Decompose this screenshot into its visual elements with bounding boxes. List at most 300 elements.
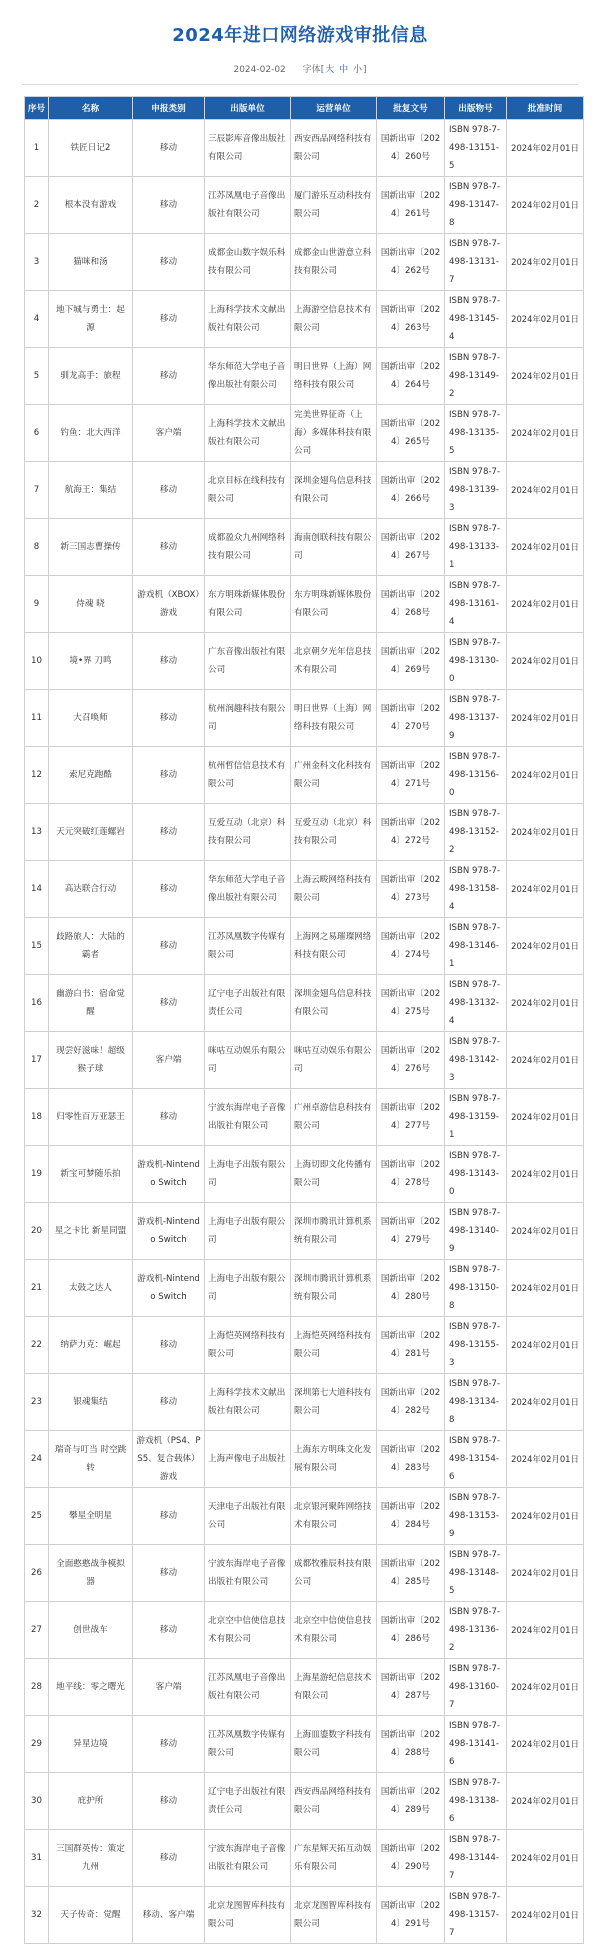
cell-game-name: 异星边境 (49, 1716, 133, 1773)
table-row (25, 975, 584, 1032)
cell-operator: 上海云畯网络科技有限公司 (291, 861, 377, 918)
cell-operator: 广州金科文化科技有限公司 (291, 747, 377, 804)
cell-publisher: 江苏凤凰数字传媒有限公司 (205, 918, 291, 975)
cell-publisher: 上海科学技术文献出版社有限公司 (205, 405, 291, 462)
cell-publisher: 上海科学技术文献出版社有限公司 (205, 1374, 291, 1431)
cell-approval-number: 国新出审〔2024〕266号 (377, 462, 445, 519)
cell-approval-number: 国新出审〔2024〕269号 (377, 633, 445, 690)
font-size-large-link[interactable]: 大 (325, 65, 335, 75)
cell-approval-date: 2024年02月01日 (507, 1773, 584, 1830)
page-title: 2024年进口网络游戏审批信息 (172, 25, 428, 46)
cell-approval-number: 国新出审〔2024〕265号 (377, 405, 445, 462)
cell-operator: 互爱互动（北京）科技有限公司 (291, 804, 377, 861)
table-row (25, 633, 584, 690)
cell-operator: 明日世界（上海）网络科技有限公司 (291, 690, 377, 747)
cell-publisher: 华东师范大学电子音像出版社有限公司 (205, 861, 291, 918)
cell-approval-number: 国新出审〔2024〕291号 (377, 1887, 445, 1944)
cell-approval-date: 2024年02月01日 (507, 1203, 584, 1260)
header-cell: 申报类别 (133, 97, 205, 120)
cell-number: 5 (25, 348, 49, 405)
cell-game-name: 新三国志曹操传 (49, 519, 133, 576)
cell-game-name: 纳萨力克：崛起 (49, 1317, 133, 1374)
cell-operator: 完美世界征奇（上海）多媒体科技有限公司 (291, 405, 377, 462)
cell-publisher: 上海科学技术文献出版社有限公司 (205, 291, 291, 348)
cell-category: 移动 (133, 1374, 205, 1431)
cell-approval-number: 国新出审〔2024〕280号 (377, 1260, 445, 1317)
cell-number: 24 (25, 1431, 49, 1488)
font-size-medium-link[interactable]: 中 (339, 65, 349, 75)
table-row (25, 405, 584, 462)
cell-approval-number: 国新出审〔2024〕260号 (377, 120, 445, 177)
table-row (25, 1887, 584, 1944)
table-row (25, 804, 584, 861)
cell-approval-number: 国新出审〔2024〕282号 (377, 1374, 445, 1431)
cell-game-name: 索尼克跑酷 (49, 747, 133, 804)
cell-isbn: ISBN 978-7-498-13134-8 (445, 1374, 507, 1431)
table-row (25, 1659, 584, 1716)
cell-category: 移动 (133, 120, 205, 177)
cell-operator: 深圳第七大道科技有限公司 (291, 1374, 377, 1431)
cell-approval-date: 2024年02月01日 (507, 861, 584, 918)
cell-operator: 厦门游乐互动科技有限公司 (291, 177, 377, 234)
divider (22, 84, 578, 85)
cell-publisher: 华东师范大学电子音像出版社有限公司 (205, 348, 291, 405)
cell-publisher: 互爱互动（北京）科技有限公司 (205, 804, 291, 861)
cell-approval-number: 国新出审〔2024〕284号 (377, 1488, 445, 1545)
cell-approval-date: 2024年02月01日 (507, 177, 584, 234)
cell-number: 30 (25, 1773, 49, 1830)
cell-operator: 北京银河聚阵网络技术有限公司 (291, 1488, 377, 1545)
cell-category: 移动 (133, 918, 205, 975)
cell-game-name: 铁匠日记2 (49, 120, 133, 177)
header-cell: 批复文号 (377, 97, 445, 120)
cell-approval-number: 国新出审〔2024〕268号 (377, 576, 445, 633)
cell-approval-date: 2024年02月01日 (507, 690, 584, 747)
font-bracket-open: [ (320, 65, 325, 75)
cell-game-name: 现尝好滋味！超级猴子球 (49, 1032, 133, 1089)
cell-category: 移动 (133, 348, 205, 405)
cell-category: 移动 (133, 1602, 205, 1659)
cell-category: 移动 (133, 1317, 205, 1374)
cell-publisher: 上海电子出版有限公司 (205, 1203, 291, 1260)
cell-isbn: ISBN 978-7-498-13145-4 (445, 291, 507, 348)
cell-publisher: 东方明珠新媒体股份有限公司 (205, 576, 291, 633)
table-row (25, 348, 584, 405)
cell-publisher: 江苏凤凰电子音像出版社有限公司 (205, 1659, 291, 1716)
cell-category: 移动 (133, 177, 205, 234)
cell-number: 20 (25, 1203, 49, 1260)
cell-approval-date: 2024年02月01日 (507, 975, 584, 1032)
header-cell: 序号 (25, 97, 49, 120)
cell-publisher: 成都盈众九州网络科技有限公司 (205, 519, 291, 576)
table-row (25, 120, 584, 177)
cell-game-name: 地下城与勇士：起源 (49, 291, 133, 348)
font-bracket-close: ] (363, 65, 367, 75)
cell-isbn: ISBN 978-7-498-13155-3 (445, 1317, 507, 1374)
cell-isbn: ISBN 978-7-498-13142-3 (445, 1032, 507, 1089)
cell-number: 6 (25, 405, 49, 462)
cell-number: 22 (25, 1317, 49, 1374)
cell-approval-date: 2024年02月01日 (507, 234, 584, 291)
cell-operator: 上海东方明珠文化发展有限公司 (291, 1431, 377, 1488)
cell-game-name: 瑞奇与叮当 时空跳转 (49, 1431, 133, 1488)
cell-approval-number: 国新出审〔2024〕279号 (377, 1203, 445, 1260)
cell-game-name: 高达联合行动 (49, 861, 133, 918)
cell-isbn: ISBN 978-7-498-13133-1 (445, 519, 507, 576)
cell-isbn: ISBN 978-7-498-13137-9 (445, 690, 507, 747)
cell-category: 客户端 (133, 1032, 205, 1089)
cell-publisher: 北京目标在线科技有限公司 (205, 462, 291, 519)
cell-number: 19 (25, 1146, 49, 1203)
table-row (25, 861, 584, 918)
cell-number: 21 (25, 1260, 49, 1317)
cell-operator: 深圳金翅鸟信息科技有限公司 (291, 975, 377, 1032)
cell-isbn: ISBN 978-7-498-13150-8 (445, 1260, 507, 1317)
table-row (25, 291, 584, 348)
cell-game-name: 归零性百万亚瑟王 (49, 1089, 133, 1146)
cell-publisher: 江苏凤凰数字传媒有限公司 (205, 1716, 291, 1773)
cell-approval-number: 国新出审〔2024〕290号 (377, 1830, 445, 1887)
cell-isbn: ISBN 978-7-498-13152-2 (445, 804, 507, 861)
cell-publisher: 咪咕互动娱乐有限公司 (205, 1032, 291, 1089)
cell-approval-number: 国新出审〔2024〕271号 (377, 747, 445, 804)
cell-isbn: ISBN 978-7-498-13141-6 (445, 1716, 507, 1773)
cell-publisher: 天津电子出版社有限公司 (205, 1488, 291, 1545)
cell-category: 移动 (133, 462, 205, 519)
cell-game-name: 创世战车 (49, 1602, 133, 1659)
cell-isbn: ISBN 978-7-498-13143-0 (445, 1146, 507, 1203)
cell-operator: 深圳金翅鸟信息科技有限公司 (291, 462, 377, 519)
cell-approval-date: 2024年02月01日 (507, 1260, 584, 1317)
header-cell: 批准时间 (507, 97, 584, 120)
cell-isbn: ISBN 978-7-498-13138-6 (445, 1773, 507, 1830)
cell-isbn: ISBN 978-7-498-13151-5 (445, 120, 507, 177)
cell-isbn: ISBN 978-7-498-13157-7 (445, 1887, 507, 1944)
cell-approval-date: 2024年02月01日 (507, 1545, 584, 1602)
cell-publisher: 三辰影库音像出版社有限公司 (205, 120, 291, 177)
table-row (25, 1260, 584, 1317)
cell-approval-number: 国新出审〔2024〕281号 (377, 1317, 445, 1374)
article-meta (0, 64, 600, 76)
cell-approval-date: 2024年02月01日 (507, 804, 584, 861)
cell-publisher: 上海声像电子出版社 (205, 1431, 291, 1488)
cell-category: 客户端 (133, 1659, 205, 1716)
cell-game-name: 星之卡比 新星同盟 (49, 1203, 133, 1260)
cell-number: 17 (25, 1032, 49, 1089)
cell-game-name: 三国群英传：策定九州 (49, 1830, 133, 1887)
cell-isbn: ISBN 978-7-498-13140-9 (445, 1203, 507, 1260)
cell-approval-date: 2024年02月01日 (507, 1488, 584, 1545)
cell-game-name: 猫咪和汤 (49, 234, 133, 291)
cell-number: 10 (25, 633, 49, 690)
cell-approval-number: 国新出审〔2024〕275号 (377, 975, 445, 1032)
cell-approval-date: 2024年02月01日 (507, 633, 584, 690)
cell-number: 13 (25, 804, 49, 861)
cell-category: 移动 (133, 690, 205, 747)
cell-game-name: 庇护所 (49, 1773, 133, 1830)
cell-approval-date: 2024年02月01日 (507, 747, 584, 804)
table-row (25, 1830, 584, 1887)
header-cell: 名称 (49, 97, 133, 120)
cell-number: 27 (25, 1602, 49, 1659)
cell-category: 移动 (133, 1089, 205, 1146)
cell-approval-number: 国新出审〔2024〕286号 (377, 1602, 445, 1659)
cell-publisher: 上海电子出版有限公司 (205, 1260, 291, 1317)
cell-game-name: 歧路旅人：大陆的霸者 (49, 918, 133, 975)
cell-game-name: 大召唤师 (49, 690, 133, 747)
cell-operator: 北京龙图智库科技有限公司 (291, 1887, 377, 1944)
cell-approval-number: 国新出审〔2024〕273号 (377, 861, 445, 918)
cell-game-name: 攀星全明星 (49, 1488, 133, 1545)
cell-isbn: ISBN 978-7-498-13139-3 (445, 462, 507, 519)
cell-category: 游戏机-Nintendo Switch (133, 1203, 205, 1260)
cell-category: 游戏机-Nintendo Switch (133, 1146, 205, 1203)
cell-number: 31 (25, 1830, 49, 1887)
table-header-row (25, 97, 584, 120)
cell-category: 游戏机（PS4、PS5、复合载体）游戏 (133, 1431, 205, 1488)
table-row (25, 1374, 584, 1431)
cell-approval-number: 国新出审〔2024〕277号 (377, 1089, 445, 1146)
cell-number: 18 (25, 1089, 49, 1146)
cell-isbn: ISBN 978-7-498-13136-2 (445, 1602, 507, 1659)
cell-category: 移动 (133, 804, 205, 861)
cell-approval-number: 国新出审〔2024〕289号 (377, 1773, 445, 1830)
cell-operator: 成都牧雅辰科技有限公司 (291, 1545, 377, 1602)
cell-game-name: 银魂集结 (49, 1374, 133, 1431)
cell-approval-number: 国新出审〔2024〕288号 (377, 1716, 445, 1773)
table-row (25, 690, 584, 747)
cell-number: 23 (25, 1374, 49, 1431)
cell-approval-number: 国新出审〔2024〕287号 (377, 1659, 445, 1716)
cell-category: 移动 (133, 519, 205, 576)
cell-game-name: 地平线：零之曙光 (49, 1659, 133, 1716)
cell-isbn: ISBN 978-7-498-13158-4 (445, 861, 507, 918)
table-row (25, 1773, 584, 1830)
cell-category: 移动 (133, 1545, 205, 1602)
cell-approval-date: 2024年02月01日 (507, 1830, 584, 1887)
cell-operator: 广州卓游信息科技有限公司 (291, 1089, 377, 1146)
cell-publisher: 上海电子出版有限公司 (205, 1146, 291, 1203)
cell-approval-number: 国新出审〔2024〕263号 (377, 291, 445, 348)
publish-date: 2024-02-02 (233, 65, 286, 75)
cell-number: 26 (25, 1545, 49, 1602)
cell-operator: 成都金山世游意立科技有限公司 (291, 234, 377, 291)
cell-operator: 咪咕互动娱乐有限公司 (291, 1032, 377, 1089)
cell-operator: 上海网之易璀璨网络科技有限公司 (291, 918, 377, 975)
cell-number: 15 (25, 918, 49, 975)
cell-isbn: ISBN 978-7-498-13146-1 (445, 918, 507, 975)
cell-number: 29 (25, 1716, 49, 1773)
cell-approval-number: 国新出审〔2024〕285号 (377, 1545, 445, 1602)
cell-publisher: 上海恺英网络科技有限公司 (205, 1317, 291, 1374)
cell-game-name: 幽游白书：宿命觉醒 (49, 975, 133, 1032)
cell-publisher: 宁波东海岸电子音像出版社有限公司 (205, 1089, 291, 1146)
cell-publisher: 宁波东海岸电子音像出版社有限公司 (205, 1830, 291, 1887)
cell-publisher: 广东音像出版社有限公司 (205, 633, 291, 690)
cell-approval-date: 2024年02月01日 (507, 462, 584, 519)
cell-number: 25 (25, 1488, 49, 1545)
cell-game-name: 天元突破红莲螺岩 (49, 804, 133, 861)
table-row (25, 1602, 584, 1659)
cell-operator: 海南创联科技有限公司 (291, 519, 377, 576)
cell-publisher: 北京空中信使信息技术有限公司 (205, 1602, 291, 1659)
cell-number: 8 (25, 519, 49, 576)
cell-approval-date: 2024年02月01日 (507, 1602, 584, 1659)
cell-approval-date: 2024年02月01日 (507, 918, 584, 975)
cell-approval-date: 2024年02月01日 (507, 291, 584, 348)
cell-category: 客户端 (133, 405, 205, 462)
table-row (25, 1431, 584, 1488)
cell-category: 移动 (133, 633, 205, 690)
cell-operator: 上海星游纪信息技术有限公司 (291, 1659, 377, 1716)
cell-category: 移动 (133, 975, 205, 1032)
cell-approval-number: 国新出审〔2024〕262号 (377, 234, 445, 291)
cell-operator: 上海恺英网络科技有限公司 (291, 1317, 377, 1374)
cell-approval-date: 2024年02月01日 (507, 1431, 584, 1488)
table-row (25, 1317, 584, 1374)
cell-approval-number: 国新出审〔2024〕276号 (377, 1032, 445, 1089)
cell-approval-number: 国新出审〔2024〕283号 (377, 1431, 445, 1488)
table-row (25, 747, 584, 804)
cell-isbn: ISBN 978-7-498-13132-4 (445, 975, 507, 1032)
table-row (25, 1203, 584, 1260)
cell-operator: 西安西品网络科技有限公司 (291, 120, 377, 177)
cell-operator: 上海皿鎏数字科技有限公司 (291, 1716, 377, 1773)
cell-publisher: 北京龙图智库科技有限公司 (205, 1887, 291, 1944)
cell-number: 12 (25, 747, 49, 804)
cell-number: 4 (25, 291, 49, 348)
cell-game-name: 侍魂 晓 (49, 576, 133, 633)
font-size-label: 字体 (302, 65, 321, 75)
cell-game-name: 根本没有游戏 (49, 177, 133, 234)
cell-isbn: ISBN 978-7-498-13161-4 (445, 576, 507, 633)
cell-isbn: ISBN 978-7-498-13153-9 (445, 1488, 507, 1545)
cell-isbn: ISBN 978-7-498-13160-7 (445, 1659, 507, 1716)
header-cell: 出版单位 (205, 97, 291, 120)
cell-category: 移动 (133, 1488, 205, 1545)
header-cell: 出版物号 (445, 97, 507, 120)
cell-number: 28 (25, 1659, 49, 1716)
cell-operator: 东方明珠新媒体股份有限公司 (291, 576, 377, 633)
table-row (25, 1032, 584, 1089)
cell-approval-number: 国新出审〔2024〕261号 (377, 177, 445, 234)
cell-number: 16 (25, 975, 49, 1032)
cell-isbn: ISBN 978-7-498-13144-7 (445, 1830, 507, 1887)
cell-category: 游戏机-Nintendo Switch (133, 1260, 205, 1317)
cell-game-name: 全面憨憨战争模拟器 (49, 1545, 133, 1602)
table-row (25, 177, 584, 234)
cell-approval-date: 2024年02月01日 (507, 576, 584, 633)
cell-isbn: ISBN 978-7-498-13159-1 (445, 1089, 507, 1146)
cell-category: 移动 (133, 747, 205, 804)
cell-publisher: 杭州润趣科技有限公司 (205, 690, 291, 747)
cell-approval-date: 2024年02月01日 (507, 1887, 584, 1944)
cell-number: 11 (25, 690, 49, 747)
cell-number: 7 (25, 462, 49, 519)
table-row (25, 1545, 584, 1602)
cell-category: 移动 (133, 861, 205, 918)
cell-number: 3 (25, 234, 49, 291)
cell-isbn: ISBN 978-7-498-13148-5 (445, 1545, 507, 1602)
cell-category: 移动 (133, 1716, 205, 1773)
cell-number: 32 (25, 1887, 49, 1944)
cell-isbn: ISBN 978-7-498-13131-7 (445, 234, 507, 291)
cell-approval-date: 2024年02月01日 (507, 405, 584, 462)
cell-publisher: 辽宁电子出版社有限责任公司 (205, 1773, 291, 1830)
cell-operator: 西安西品网络科技有限公司 (291, 1773, 377, 1830)
cell-approval-date: 2024年02月01日 (507, 1374, 584, 1431)
cell-isbn: ISBN 978-7-498-13130-0 (445, 633, 507, 690)
table-row (25, 1716, 584, 1773)
cell-operator: 广东星辉天拓互动娱乐有限公司 (291, 1830, 377, 1887)
cell-publisher: 杭州哲信信息技术有限公司 (205, 747, 291, 804)
cell-operator: 明日世界（上海）网络科技有限公司 (291, 348, 377, 405)
cell-approval-number: 国新出审〔2024〕264号 (377, 348, 445, 405)
cell-game-name: 航海王：集结 (49, 462, 133, 519)
cell-approval-number: 国新出审〔2024〕267号 (377, 519, 445, 576)
cell-isbn: ISBN 978-7-498-13149-2 (445, 348, 507, 405)
cell-approval-date: 2024年02月01日 (507, 1032, 584, 1089)
cell-operator: 上海切即文化传播有限公司 (291, 1146, 377, 1203)
cell-game-name: 新宝可梦随乐拍 (49, 1146, 133, 1203)
font-size-small-link[interactable]: 小 (352, 65, 362, 75)
cell-number: 2 (25, 177, 49, 234)
cell-isbn: ISBN 978-7-498-13135-5 (445, 405, 507, 462)
cell-game-name: 天子传奇：觉醒 (49, 1887, 133, 1944)
cell-publisher: 辽宁电子出版社有限责任公司 (205, 975, 291, 1032)
cell-publisher: 江苏凤凰电子音像出版社有限公司 (205, 177, 291, 234)
cell-approval-number: 国新出审〔2024〕274号 (377, 918, 445, 975)
cell-game-name: 太鼓之达人 (49, 1260, 133, 1317)
cell-approval-number: 国新出审〔2024〕278号 (377, 1146, 445, 1203)
cell-operator: 上海游空信息技术有限公司 (291, 291, 377, 348)
cell-game-name: 驯龙高手：旅程 (49, 348, 133, 405)
table-body (25, 120, 584, 1944)
table-row (25, 1089, 584, 1146)
cell-approval-number: 国新出审〔2024〕272号 (377, 804, 445, 861)
table-row (25, 234, 584, 291)
cell-approval-date: 2024年02月01日 (507, 348, 584, 405)
cell-category: 游戏机（XBOX）游戏 (133, 576, 205, 633)
cell-publisher: 宁波东海岸电子音像出版社有限公司 (205, 1545, 291, 1602)
table-row (25, 576, 584, 633)
cell-game-name: 境•界 刀鸣 (49, 633, 133, 690)
table-row (25, 462, 584, 519)
cell-operator: 北京空中信使信息技术有限公司 (291, 1602, 377, 1659)
table-row (25, 918, 584, 975)
cell-isbn: ISBN 978-7-498-13154-6 (445, 1431, 507, 1488)
cell-approval-date: 2024年02月01日 (507, 519, 584, 576)
cell-category: 移动、客户端 (133, 1887, 205, 1944)
table-row (25, 1146, 584, 1203)
cell-approval-date: 2024年02月01日 (507, 120, 584, 177)
cell-number: 14 (25, 861, 49, 918)
cell-approval-date: 2024年02月01日 (507, 1317, 584, 1374)
cell-number: 9 (25, 576, 49, 633)
cell-approval-date: 2024年02月01日 (507, 1146, 584, 1203)
header-cell: 运营单位 (291, 97, 377, 120)
cell-category: 移动 (133, 234, 205, 291)
cell-category: 移动 (133, 1773, 205, 1830)
table-row (25, 519, 584, 576)
cell-isbn: ISBN 978-7-498-13156-0 (445, 747, 507, 804)
table-row (25, 1488, 584, 1545)
cell-number: 1 (25, 120, 49, 177)
cell-approval-date: 2024年02月01日 (507, 1716, 584, 1773)
cell-operator: 北京朝夕光年信息技术有限公司 (291, 633, 377, 690)
cell-isbn: ISBN 978-7-498-13147-8 (445, 177, 507, 234)
cell-category: 移动 (133, 291, 205, 348)
